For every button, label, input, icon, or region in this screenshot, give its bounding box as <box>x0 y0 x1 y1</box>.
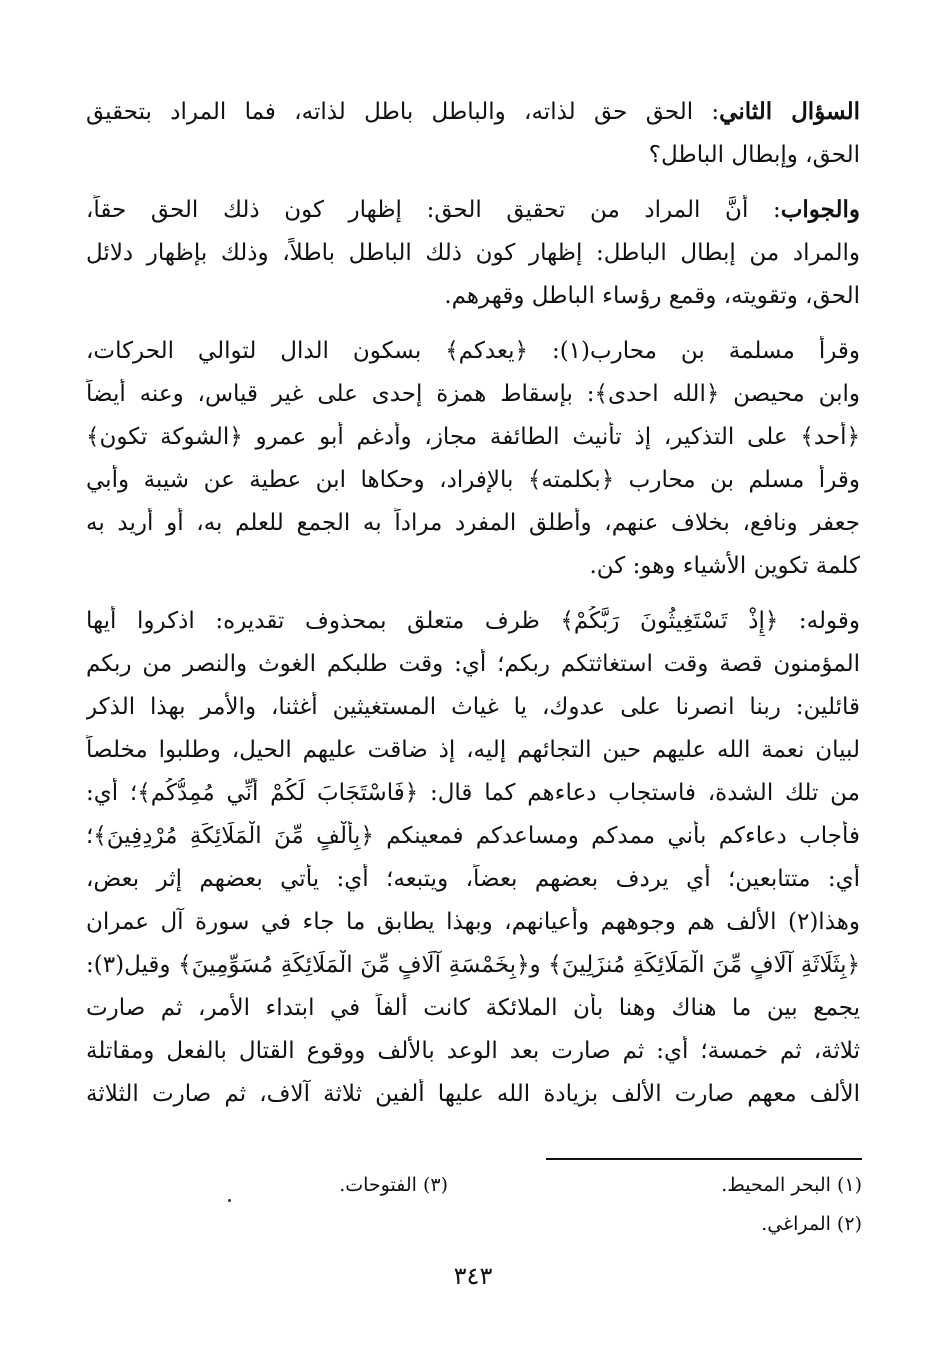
commentary-line-6: فأجاب دعاءكم بأني ممدكم ومساعدكم فمعينكم ﴿بِأَلْفٍ مِّنَ الْمَلَائِكَةِ مُرْدِفِينَ﴾؛ <box>86 823 860 849</box>
commentary-line-8: وهذا(٢) الألف هم وجوههم وأعيانهم، وبهذا يطابق ما جاء في سورة آل عمران <box>86 909 860 935</box>
commentary-line-3: قائلين: ربنا انصرنا على عدوك، يا غياث المستغيثين أغثنا، والأمر بهذا الذكر <box>86 694 860 720</box>
commentary-line-2: المؤمنون قصة وقت استغاثتكم ربكم؛ أي: وقت طلبكم الغوث والنصر من ربكم <box>86 651 860 677</box>
commentary-line-5: من تلك الشدة، فاستجاب دعاءهم كما قال: ﴿فَاسْتَجَابَ لَكُمْ أَنِّي مُمِدُّكُم﴾؛ أي: <box>86 780 860 806</box>
answer-text: : أنَّ المراد من تحقيق الحق: إظهار كون ذلك الحق حقاً، <box>86 197 781 223</box>
question-line-1 <box>86 97 860 127</box>
answer-line-1 <box>86 195 860 225</box>
footnote-2: (٢) المراغي. <box>761 1213 862 1235</box>
commentary-line-12: الألف معهم صارت الألف بزيادة الله عليها ألفين ثلاثة آلاف، ثم صارت الثلاثة <box>86 1081 860 1107</box>
question-label: السؤال الثاني <box>719 98 860 125</box>
question-line-2: الحق، وإبطال الباطل؟ <box>648 142 860 168</box>
readings-line-4: وقرأ مسلم بن محارب ﴿بكلمته﴾ بالإفراد، وحكاها ابن عطية عن شيبة وأبي <box>86 467 860 493</box>
footnote-1: (١) البحر المحيط. <box>721 1174 862 1196</box>
answer-line-3: الحق، وتقويته، وقمع رؤساء الباطل وقهرهم. <box>444 283 860 309</box>
commentary-line-10: يجمع بين ما هناك وهنا بأن الملائكة كانت ألفاً في ابتداء الأمر، ثم صارت <box>86 995 860 1021</box>
question-text: : الحق حق لذاته، والباطل باطل لذاته، فما المراد بتحقيق <box>86 99 720 125</box>
commentary-line-1: وقوله: ﴿إِذْ تَسْتَغِيثُونَ رَبَّكُمْ﴾ ظرف متعلق بمحذوف تقديره: اذكروا أيها <box>86 608 860 634</box>
commentary-line-4: لبيان نعمة الله عليهم حين التجائهم إليه، إذ ضاقت عليهم الحيل، وطلبوا مخلصاً <box>86 737 860 763</box>
commentary-line-7: أي: متتابعين؛ أي يردف بعضهم بعضاً، ويتبعه؛ أي: يأتي بعضهم إثر بعض، <box>86 866 860 892</box>
footnote-3: (٣) الفتوحات. <box>339 1174 448 1196</box>
readings-line-6: كلمة تكوين الأشياء وهو: كن. <box>589 553 860 579</box>
answer-line-2: والمراد من إبطال الباطل: إظهار كون ذلك الباطل باطلاً، وذلك بإظهار دلائل <box>86 240 860 266</box>
readings-line-1: وقرأ مسلمة بن محارب(١): ﴿يعدكم﴾ بسكون الدال لتوالي الحركات، <box>86 338 860 364</box>
page-number: ٣٤٣ <box>453 1262 493 1290</box>
readings-line-3: ﴿أحد﴾ على التذكير، إذ تأنيث الطائفة مجاز، وأدغم أبو عمرو ﴿الشوكة تكون﴾ <box>86 424 860 450</box>
answer-label: والجواب <box>780 196 860 223</box>
readings-line-5: جعفر ونافع، بخلاف عنهم، وأطلق المفرد مراداً به الجمع للعلم به، أو أريد به <box>86 510 860 536</box>
print-speck <box>228 1199 231 1202</box>
commentary-line-9: ﴿بِثَلَاثَةِ آلَافٍ مِّنَ الْمَلَائِكَةِ مُنزَلِينَ﴾ و﴿بِخَمْسَةِ آلَافٍ مِّنَ الْمَلَائِكَةِ مُسَوِّمِينَ﴾ وقيل(٣): <box>86 952 860 978</box>
commentary-line-11: ثلاثة، ثم خمسة؛ أي: ثم صارت بعد الوعد بالألف ووقوع القتال بالفعل ومقاتلة <box>86 1038 860 1064</box>
footnote-separator <box>546 1158 862 1160</box>
readings-line-2: وابن محيصن ﴿الله احدى﴾: بإسقاط همزة إحدى على غير قياس، وعنه أيضاً <box>86 381 860 407</box>
